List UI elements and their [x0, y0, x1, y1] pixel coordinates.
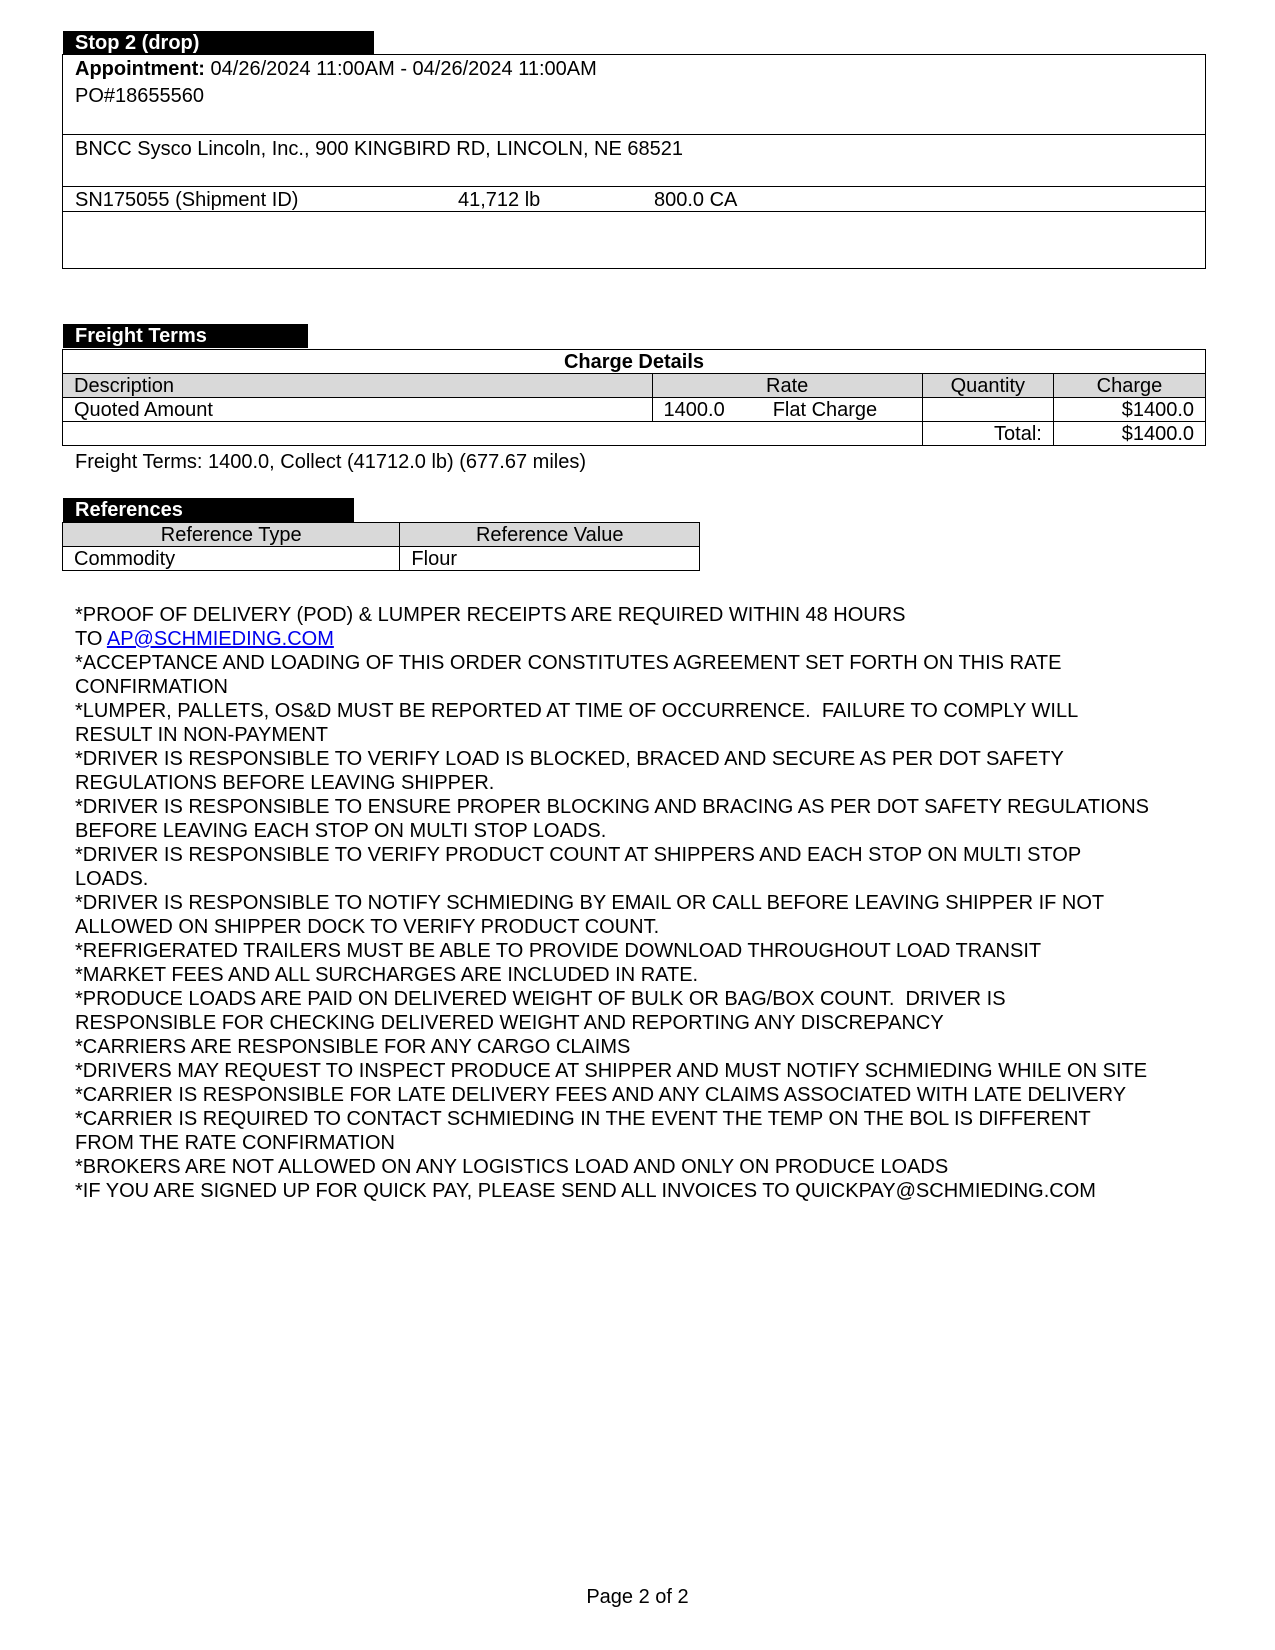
stop-header: Stop 2 (drop) [63, 31, 374, 55]
freight-terms-header: Freight Terms [63, 324, 308, 348]
term-line: *MARKET FEES AND ALL SURCHARGES ARE INCLUDED IN RATE. [75, 964, 699, 986]
divider [62, 134, 1206, 135]
stop-box [62, 54, 1206, 269]
term-line: *DRIVER IS RESPONSIBLE TO ENSURE PROPER BLOCKING AND BRACING AS PER DOT SAFETY REGULATIONS BEFORE LEAVING EACH STOP ON MULTI STOP LOADS. [75, 796, 1149, 842]
term-pod-to-label: TO [75, 628, 107, 650]
terms-list [75, 603, 1215, 1203]
total-value: $1400.0 [1053, 422, 1205, 446]
charge-description: Quoted Amount [63, 398, 653, 422]
col-charge: Charge [1053, 374, 1205, 398]
divider [62, 186, 1206, 187]
appointment-value: 04/26/2024 11:00AM - 04/26/2024 11:00AM [204, 58, 597, 80]
appointment [75, 57, 597, 81]
col-rate: Rate [652, 374, 922, 398]
term-line: *IF YOU ARE SIGNED UP FOR QUICK PAY, PLEASE SEND ALL INVOICES TO QUICKPAY@SCHMIEDING.COM [75, 1180, 1096, 1202]
col-reference-value: Reference Value [400, 523, 700, 547]
col-description: Description [63, 374, 653, 398]
term-line: *LUMPER, PALLETS, OS&D MUST BE REPORTED AT TIME OF OCCURRENCE. FAILURE TO COMPLY WILL RESULT IN NON-PAYMENT [75, 700, 1079, 746]
charge-amount: $1400.0 [1053, 398, 1205, 422]
reference-type: Commodity [63, 547, 400, 571]
total-label: Total: [922, 422, 1053, 446]
term-line: *BROKERS ARE NOT ALLOWED ON ANY LOGISTICS LOAD AND ONLY ON PRODUCE LOADS [75, 1156, 949, 1178]
shipment-id: SN175055 (Shipment ID) [75, 189, 299, 211]
rate-type: Flat Charge [772, 398, 878, 421]
total-row [63, 422, 1206, 446]
shipment-quantity: 800.0 CA [654, 189, 738, 211]
po-number: PO#18655560 [75, 85, 205, 107]
appointment-label: Appointment: [75, 58, 205, 80]
rate-value: 1400.0 [663, 398, 725, 421]
stop-address: BNCC Sysco Lincoln, Inc., 900 KINGBIRD RD, LINCOLN, NE 68521 [75, 138, 684, 160]
references-header: References [63, 498, 354, 522]
total-spacer [63, 422, 923, 446]
term-line: *REFRIGERATED TRAILERS MUST BE ABLE TO PROVIDE DOWNLOAD THROUGHOUT LOAD TRANSIT [75, 940, 1042, 962]
charge-rate [652, 398, 922, 422]
term-line: *CARRIERS ARE RESPONSIBLE FOR ANY CARGO CLAIMS [75, 1036, 631, 1058]
pod-email-link[interactable]: AP@SCHMIEDING.COM [106, 628, 334, 650]
references-table [62, 522, 700, 571]
charge-details-table [62, 349, 1206, 446]
col-quantity: Quantity [922, 374, 1053, 398]
term-line: *DRIVER IS RESPONSIBLE TO VERIFY PRODUCT COUNT AT SHIPPERS AND EACH STOP ON MULTI STOP LOADS. [75, 844, 1082, 890]
term-line: *DRIVER IS RESPONSIBLE TO VERIFY LOAD IS BLOCKED, BRACED AND SECURE AS PER DOT SAFETY REGULATIONS BEFORE LEAVING SHIPPER. [75, 748, 1064, 794]
term-line: *CARRIER IS RESPONSIBLE FOR LATE DELIVERY FEES AND ANY CLAIMS ASSOCIATED WITH LATE DELIVERY [75, 1084, 1127, 1106]
col-reference-type: Reference Type [63, 523, 400, 547]
charge-details-title: Charge Details [63, 350, 1206, 374]
term-line: *DRIVER IS RESPONSIBLE TO NOTIFY SCHMIEDING BY EMAIL OR CALL BEFORE LEAVING SHIPPER IF NOT ALLOWED ON SHIPPER DOCK TO VERIFY PRODUCT COUNT. [75, 892, 1105, 938]
table-row [63, 398, 1206, 422]
shipment-weight: 41,712 lb [458, 189, 541, 211]
table-row [63, 547, 700, 571]
divider [62, 211, 1206, 212]
term-line: *DRIVERS MAY REQUEST TO INSPECT PRODUCE AT SHIPPER AND MUST NOTIFY SCHMIEDING WHILE ON SITE [75, 1060, 1148, 1082]
page-number: Page 2 of 2 [586, 1586, 689, 1608]
term-line: *ACCEPTANCE AND LOADING OF THIS ORDER CONSTITUTES AGREEMENT SET FORTH ON THIS RATE CONFIRMATION [75, 652, 1062, 698]
reference-value: Flour [400, 547, 700, 571]
term-line: *CARRIER IS REQUIRED TO CONTACT SCHMIEDING IN THE EVENT THE TEMP ON THE BOL IS DIFFERENT FROM THE RATE CONFIRMATION [75, 1108, 1091, 1154]
term-line: *PRODUCE LOADS ARE PAID ON DELIVERED WEIGHT OF BULK OR BAG/BOX COUNT. DRIVER IS RESPONSIBLE FOR CHECKING DELIVERED WEIGHT AND REPORTING ANY DISCREPANCY [75, 988, 1006, 1034]
charge-quantity [922, 398, 1053, 422]
term-pod: *PROOF OF DELIVERY (POD) & LUMPER RECEIPTS ARE REQUIRED WITHIN 48 HOURS [75, 604, 906, 626]
freight-terms-line: Freight Terms: 1400.0, Collect (41712.0 lb) (677.67 miles) [75, 451, 586, 473]
term-pod-to [75, 627, 1215, 651]
